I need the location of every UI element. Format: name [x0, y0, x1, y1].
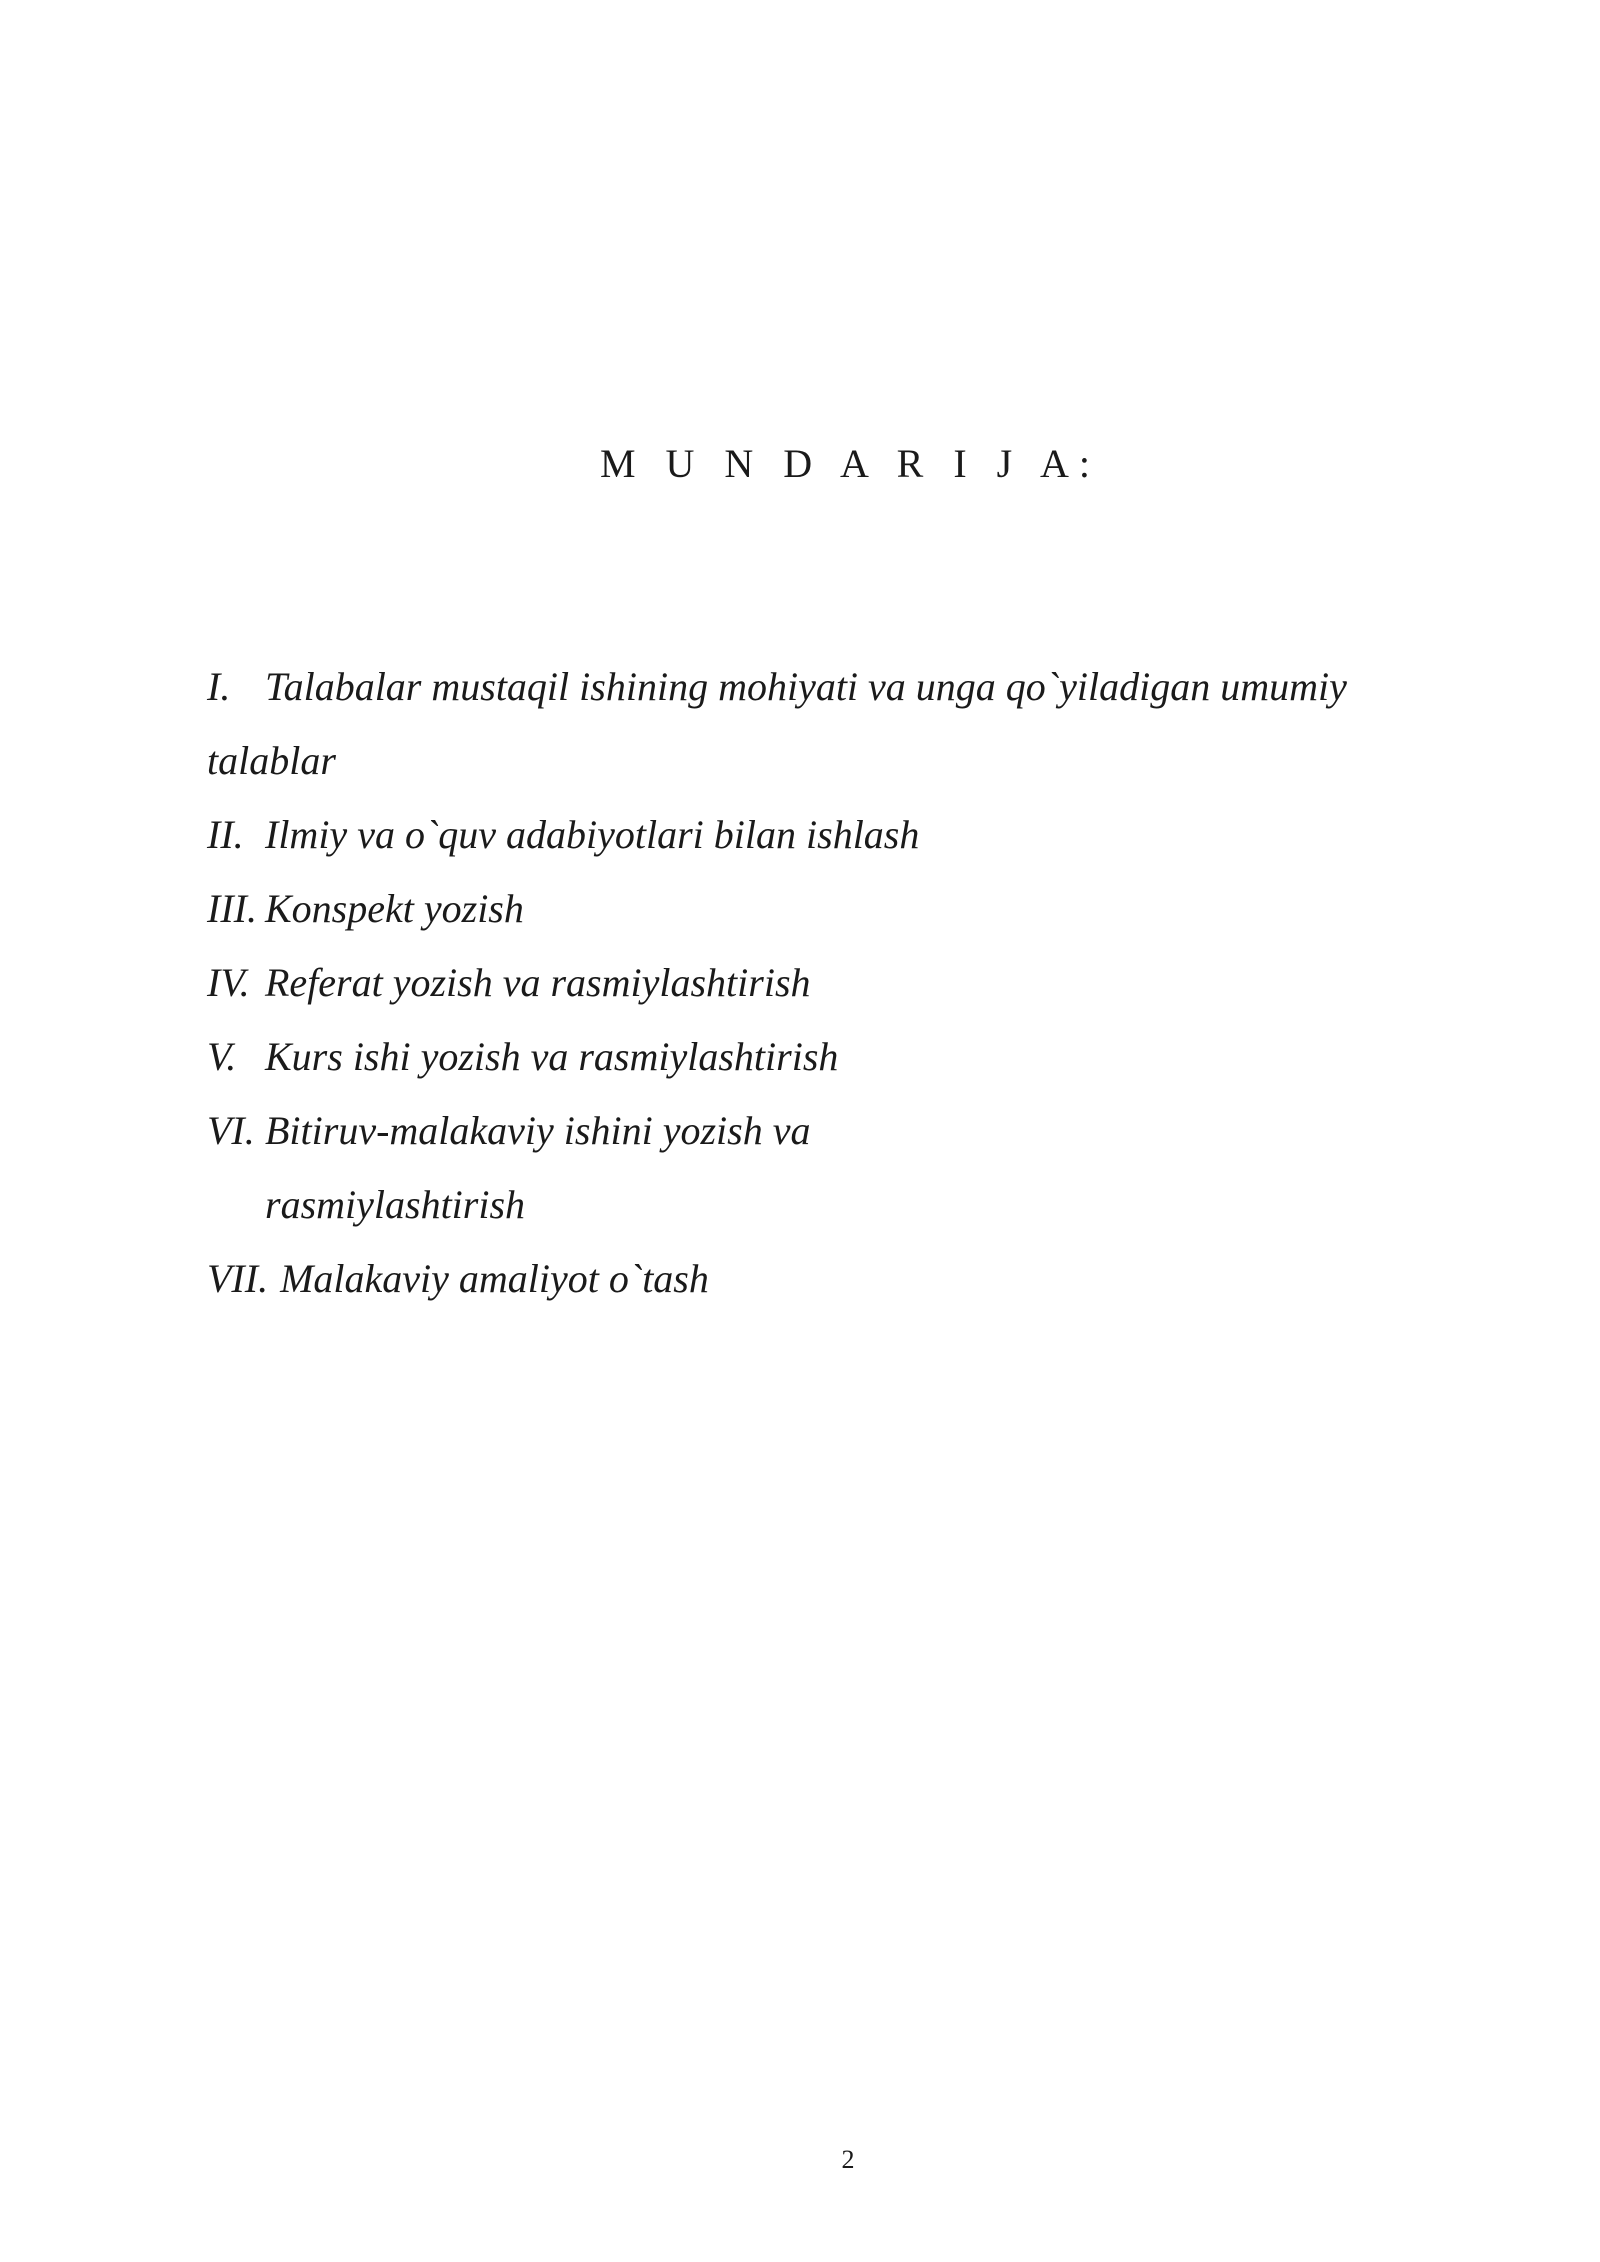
toc-item-continuation: rasmiylashtirish	[265, 1182, 526, 1227]
toc-item-number: IV.	[207, 960, 250, 1005]
page-number: 2	[841, 2145, 855, 2174]
toc-item-5	[207, 1020, 1467, 1094]
toc-item-text: Kurs ishi yozish va rasmiylashtirish	[265, 1034, 839, 1079]
toc-item-number: V.	[207, 1034, 237, 1079]
toc-item-2	[207, 798, 1467, 872]
toc-item-continuation: talablar	[207, 738, 336, 783]
toc-item-6	[207, 1094, 1467, 1242]
table-of-contents	[207, 650, 1467, 1316]
toc-item-text: Talabalar mustaqil ishining mohiyati va unga qo`yiladigan umumiy	[265, 664, 1347, 709]
page-title: M U N D A R I J A:	[599, 441, 1101, 486]
toc-item-7	[207, 1242, 1467, 1316]
toc-item-3	[207, 872, 1467, 946]
toc-item-number: VI.	[207, 1108, 255, 1153]
toc-item-text: Konspekt yozish	[265, 886, 524, 931]
toc-item-number: VII.	[207, 1256, 269, 1301]
toc-item-text: Bitiruv-malakaviy ishini yozish va	[265, 1108, 811, 1153]
toc-item-text: Ilmiy va o`quv adabiyotlari bilan ishlash	[265, 812, 920, 857]
toc-item-text: Referat yozish va rasmiylashtirish	[265, 960, 811, 1005]
toc-item-number: II.	[207, 812, 244, 857]
toc-item-4	[207, 946, 1467, 1020]
toc-item-number: I.	[207, 664, 231, 709]
toc-item-text: Malakaviy amaliyot o`tash	[280, 1256, 709, 1301]
toc-item-1	[207, 650, 1467, 798]
toc-item-number: III.	[207, 886, 257, 931]
